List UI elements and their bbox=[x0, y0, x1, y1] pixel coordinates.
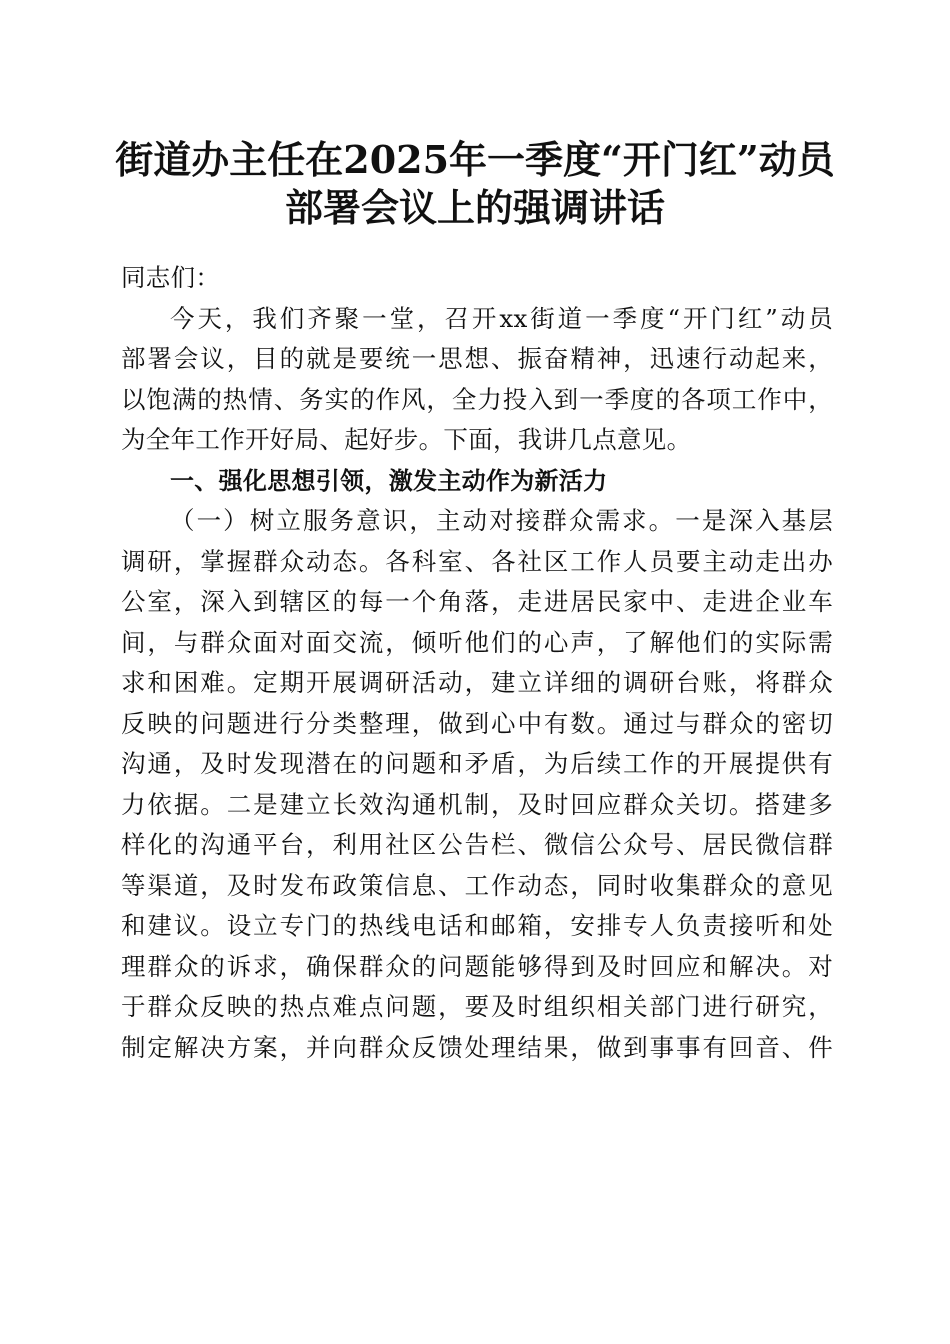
title-line-2: 部署会议上的强调讲话 bbox=[284, 185, 665, 230]
paragraph-line: 力依据。二是建立长效沟通机制，及时回应群众关切。搭建多 bbox=[121, 789, 833, 819]
document-title bbox=[80, 136, 870, 232]
paragraph-section-1 bbox=[121, 501, 833, 1068]
salutation: 同志们： bbox=[121, 263, 221, 292]
title-line-1: 街道办主任在2025年一季度“开门红”动员 bbox=[115, 137, 835, 182]
paragraph-line: （一）树立服务意识，主动对接群众需求。一是深入基层 bbox=[170, 506, 833, 535]
paragraph-line: 求和困难。定期开展调研活动，建立详细的调研台账，将群众 bbox=[121, 668, 833, 697]
paragraph-line: 制定解决方案，并向群众反馈处理结果，做到事事有回音、件 bbox=[121, 1032, 833, 1062]
section-heading: 一、强化思想引领，激发主动作为新活力 bbox=[170, 466, 608, 495]
paragraph-line: 公室，深入到辖区的每一个角落，走进居民家中、走进企业车 bbox=[121, 587, 833, 616]
paragraph-line: 间，与群众面对面交流，倾听他们的心声，了解他们的实际需 bbox=[121, 627, 833, 657]
paragraph-line: 部署会议，目的就是要统一思想、振奋精神，迅速行动起来， bbox=[121, 344, 833, 373]
paragraph-line: 为全年工作开好局、起好步。下面，我讲几点意见。 bbox=[121, 425, 692, 454]
paragraph-line: 调研，掌握群众动态。各科室、各社区工作人员要主动走出办 bbox=[121, 546, 833, 576]
paragraph-line: 和建议。设立专门的热线电话和邮箱，安排专人负责接听和处 bbox=[121, 911, 833, 940]
paragraph-line: 沟通，及时发现潜在的问题和矛盾，为后续工作的开展提供有 bbox=[121, 749, 833, 778]
paragraph-line: 理群众的诉求，确保群众的问题能够得到及时回应和解决。对 bbox=[121, 951, 833, 981]
paragraph-line: 今天，我们齐聚一堂，召开xx街道一季度“开门红”动员 bbox=[170, 303, 833, 333]
paragraph-line: 样化的沟通平台，利用社区公告栏、微信公众号、居民微信群 bbox=[121, 830, 833, 859]
paragraph-line: 以饱满的热情、务实的作风，全力投入到一季度的各项工作中， bbox=[121, 384, 833, 414]
document-body bbox=[121, 258, 833, 1068]
paragraph-line: 等渠道，及时发布政策信息、工作动态，同时收集群众的意见 bbox=[121, 870, 833, 900]
paragraph-line: 于群众反映的热点难点问题，要及时组织相关部门进行研究， bbox=[121, 992, 833, 1021]
paragraph-line: 反映的问题进行分类整理，做到心中有数。通过与群众的密切 bbox=[121, 708, 833, 738]
paragraph-intro bbox=[121, 299, 833, 461]
